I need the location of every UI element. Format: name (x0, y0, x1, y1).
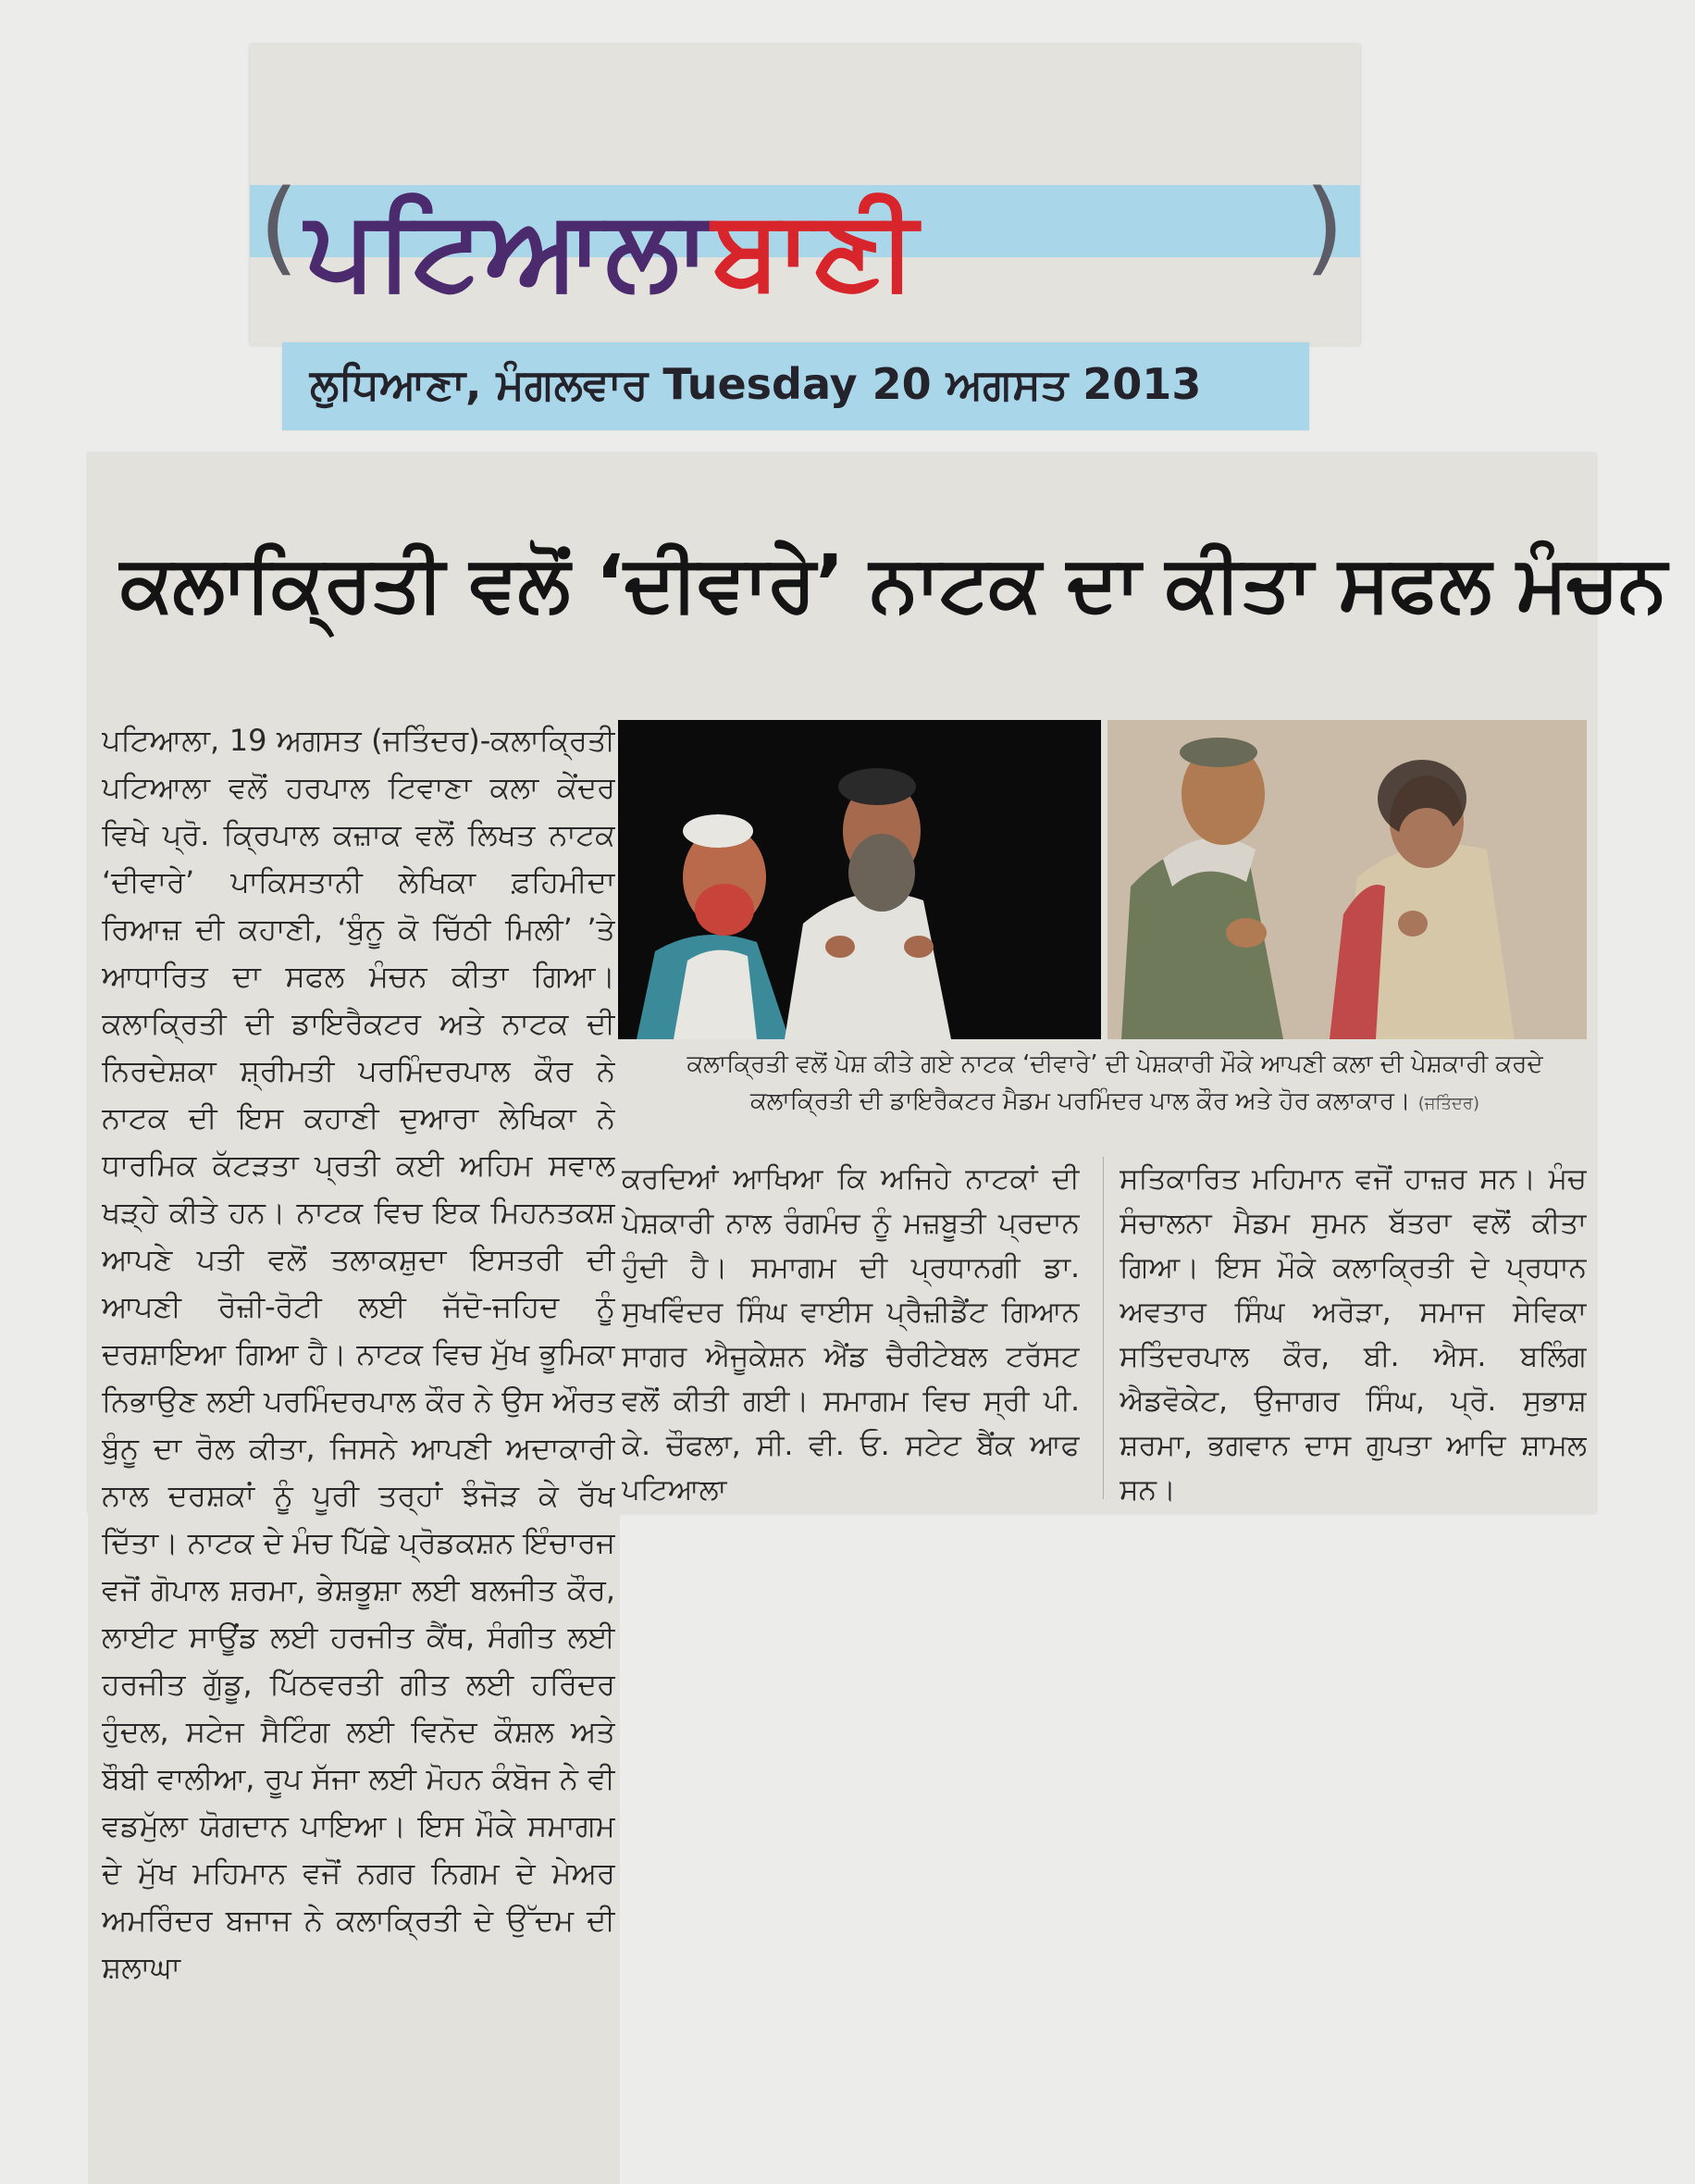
masthead-title (305, 185, 1305, 313)
dateline-strip (282, 342, 1309, 430)
article-column-2: ਕਰਦਿਆਂ ਆਖਿਆ ਕਿ ਅਜਿਹੇ ਨਾਟਕਾਂ ਦੀ ਪੇਸ਼ਕਾਰੀ ਨਾਲ ਰੰਗਮੰਚ ਨੂੰ ਮਜ਼ਬੂਤੀ ਪ੍ਰਦਾਨ ਹੁੰਦੀ ਹੈ। ਸਮਾਗਮ ਦੀ ਪ੍ਰਧਾਨਗੀ ਡਾ. ਸੁਖਵਿੰਦਰ ਸਿੰਘ ਵਾਈਸ ਪ੍ਰੈਜ਼ੀਡੈਂਟ ਗਿਆਨ ਸਾਗਰ ਐਜੂਕੇਸ਼ਨ ਐਂਡ ਚੈਰੀਟੇਬਲ ਟਰੱਸਟ ਵਲੋਂ ਕੀਤੀ ਗਈ। ਸਮਾਗਮ ਵਿਚ ਸ੍ਰੀ ਪੀ. ਕੇ. ਚੌਫਲਾ, ਸੀ. ਵੀ. ਓ. ਸਟੇਟ ਬੈਂਕ ਆਫ ਪਟਿਆਲਾ (622, 1162, 1080, 1507)
article-headline: ਕਲਾਕ੍ਰਿਤੀ ਵਲੋਂ ‘ਦੀਵਾਰੇ’ ਨਾਟਕ ਦਾ ਕੀਤਾ ਸਫਲ ਮੰਚਨ (120, 538, 1666, 628)
photo-caption-credit: (ਜਤਿੰਦਰ) (1417, 1094, 1479, 1113)
stage-photo-left-illustration (618, 720, 1101, 1039)
dateline-text: ਲੁਧਿਆਣਾ, ਮੰਗਲਵਾਰ Tuesday 20 ਅਗਸਤ 2013 (310, 359, 1202, 409)
stage-photo-right-illustration (1107, 720, 1587, 1039)
stage-photo-left (618, 720, 1101, 1039)
photo-caption (652, 1046, 1577, 1123)
masthead-paren-open: ( (259, 168, 299, 286)
masthead-paren-close: ) (1305, 168, 1344, 286)
masthead-title-part1: ਪਟਿਆਲਾ (305, 185, 712, 313)
column-divider (1103, 1157, 1104, 1499)
masthead-title-part2: ਬਾਣੀ (711, 185, 920, 313)
photo-caption-text: ਕਲਾਕ੍ਰਿਤੀ ਵਲੋਂ ਪੇਸ਼ ਕੀਤੇ ਗਏ ਨਾਟਕ ‘ਦੀਵਾਰੇ’ ਦੀ ਪੇਸ਼ਕਾਰੀ ਮੌਕੇ ਆਪਣੀ ਕਲਾ ਦੀ ਪੇਸ਼ਕਾਰੀ ਕਰਦੇ ਕਲਾਕ੍ਰਿਤੀ ਦੀ ਡਾਇਰੈਕਟਰ ਮੈਡਮ ਪਰਮਿੰਦਰ ਪਾਲ ਕੌਰ ਅਤੇ ਹੋਰ ਕਲਾਕਾਰ। (687, 1050, 1543, 1115)
article-column-3: ਸਤਿਕਾਰਿਤ ਮਹਿਮਾਨ ਵਜੋਂ ਹਾਜ਼ਰ ਸਨ। ਮੰਚ ਸੰਚਾਲਨਾ ਮੈਡਮ ਸੁਮਨ ਬੱਤਰਾ ਵਲੋਂ ਕੀਤਾ ਗਿਆ। ਇਸ ਮੌਕੇ ਕਲਾਕ੍ਰਿਤੀ ਦੇ ਪ੍ਰਧਾਨ ਅਵਤਾਰ ਸਿੰਘ ਅਰੋੜਾ, ਸਮਾਜ ਸੇਵਿਕਾ ਸਤਿੰਦਰਪਾਲ ਕੌਰ, ਬੀ. ਐਸ. ਬਲਿੰਗ ਐਡਵੋਕੇਟ, ਉਜਾਗਰ ਸਿੰਘ, ਪ੍ਰੋ. ਸੁਭਾਸ਼ ਸ਼ਰਮਾ, ਭਗਵਾਨ ਦਾਸ ਗੁਪਤਾ ਆਦਿ ਸ਼ਾਮਲ ਸਨ। (1120, 1162, 1587, 1507)
stage-photo-right (1107, 720, 1587, 1039)
article-column-1: ਪਟਿਆਲਾ, 19 ਅਗਸਤ (ਜਤਿੰਦਰ)-ਕਲਾਕ੍ਰਿਤੀ ਪਟਿਆਲਾ ਵਲੋਂ ਹਰਪਾਲ ਟਿਵਾਣਾ ਕਲਾ ਕੇਂਦਰ ਵਿਖੇ ਪ੍ਰੋ. ਕ੍ਰਿਪਾਲ ਕਜ਼ਾਕ ਵਲੋਂ ਲਿਖਤ ਨਾਟਕ ‘ਦੀਵਾਰੇ’ ਪਾਕਿਸਤਾਨੀ ਲੇਖਿਕਾ ਫ਼ਹਿਮੀਦਾ ਰਿਆਜ਼ ਦੀ ਕਹਾਣੀ, ‘ਬੁੰਨੂ ਕੋ ਚਿੱਠੀ ਮਿਲੀ’ ’ਤੇ ਆਧਾਰਿਤ ਦਾ ਸਫਲ ਮੰਚਨ ਕੀਤਾ ਗਿਆ। ਕਲਾਕ੍ਰਿਤੀ ਦੀ ਡਾਇਰੈਕਟਰ ਅਤੇ ਨਾਟਕ ਦੀ ਨਿਰਦੇਸ਼ਕਾ ਸ਼੍ਰੀਮਤੀ ਪਰਮਿੰਦਰਪਾਲ ਕੌਰ ਨੇ ਨਾਟਕ ਦੀ ਇਸ ਕਹਾਣੀ ਦੁਆਰਾ ਲੇਖਿਕਾ ਨੇ ਧਾਰਮਿਕ ਕੱਟੜਤਾ ਪ੍ਰਤੀ ਕਈ ਅਹਿਮ ਸਵਾਲ ਖੜ੍ਹੇ ਕੀਤੇ ਹਨ। ਨਾਟਕ ਵਿਚ ਇਕ ਮਿਹਨਤਕਸ਼ ਆਪਣੇ ਪਤੀ ਵਲੋਂ ਤਲਾਕਸ਼ੁਦਾ ਇਸਤਰੀ ਦੀ ਆਪਣੀ ਰੋਜ਼ੀ-ਰੋਟੀ ਲਈ ਜੱਦੋ-ਜਹਿਦ ਨੂੰ ਦਰਸ਼ਾਇਆ ਗਿਆ ਹੈ। ਨਾਟਕ ਵਿਚ ਮੁੱਖ ਭੂਮਿਕਾ ਨਿਭਾਉਣ ਲਈ ਪਰਮਿੰਦਰਪਾਲ ਕੌਰ ਨੇ ਉਸ ਔਰਤ ਬੁੰਨੂ ਦਾ ਰੋਲ ਕੀਤਾ, ਜਿਸਨੇ ਆਪਣੀ ਅਦਾਕਾਰੀ ਨਾਲ ਦਰਸ਼ਕਾਂ ਨੂੰ ਪੂਰੀ ਤਰ੍ਹਾਂ ਝੰਜੋੜ ਕੇ ਰੱਖ ਦਿੱਤਾ। ਨਾਟਕ ਦੇ ਮੰਚ ਪਿੱਛੇ ਪ੍ਰੋਡਕਸ਼ਨ ਇੰਚਾਰਜ ਵਜੋਂ ਗੋਪਾਲ ਸ਼ਰਮਾ, ਭੇਸ਼ਭੂਸ਼ਾ ਲਈ ਬਲਜੀਤ ਕੌਰ, ਲਾਈਟ ਸਾਊਂਡ ਲਈ ਹਰਜੀਤ ਕੈਂਥ, ਸੰਗੀਤ ਲਈ ਹਰਜੀਤ ਗੁੱਡੂ, ਪਿੱਠਵਰਤੀ ਗੀਤ ਲਈ ਹਰਿੰਦਰ ਹੁੰਦਲ, ਸਟੇਜ ਸੈਟਿੰਗ ਲਈ ਵਿਨੋਦ ਕੌਸ਼ਲ ਅਤੇ ਬੌਬੀ ਵਾਲੀਆ, ਰੂਪ ਸੱਜਾ ਲਈ ਮੋਹਨ ਕੰਬੋਜ ਨੇ ਵੀ ਵਡਮੁੱਲਾ ਯੋਗਦਾਨ ਪਾਇਆ। ਇਸ ਮੌਕੇ ਸਮਾਗਮ ਦੇ ਮੁੱਖ ਮਹਿਮਾਨ ਵਜੋਂ ਨਗਰ ਨਿਗਮ ਦੇ ਮੇਅਰ ਅਮਰਿੰਦਰ ਬਜਾਜ ਨੇ ਕਲਾਕ੍ਰਿਤੀ ਦੇ ਉੱਦਮ ਦੀ ਸ਼ਲਾਘਾ (102, 723, 615, 1985)
